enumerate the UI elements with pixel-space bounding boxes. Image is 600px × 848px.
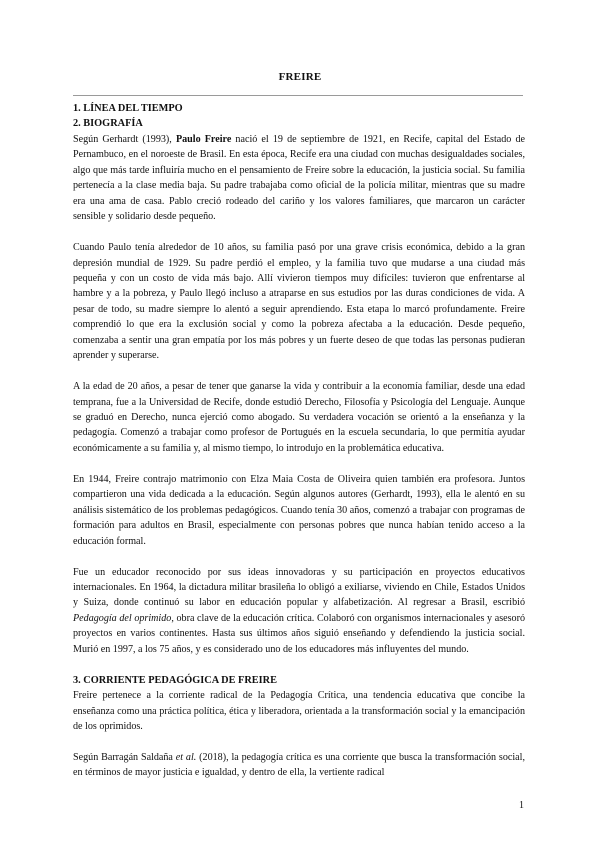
document-title: FREIRE [278,71,322,83]
paragraph-biography-3: A la edad de 20 años, a pesar de tener que ganarse la vida y contribuir a la economía familiar, desde una edad temprana, fue a la Universidad de Recife, donde estudió Derecho, Filosofía y Psicología del Lenguaje. Aunque se graduó en Derecho, nunca ejerció como abogado. Su verdadera vocación se orientó a la enseñanza y la pedagogía. Comenzó a trabajar como profesor de Portugués en la escuela secundaria, lo que permitía ayudar económicamente a su familia y, al mismo tiempo, lo introdujo en la problemática educativa. [73,381,525,454]
section-heading-pedagogical-current: 3. CORRIENTE PEDAGÓGICA DE FREIRE [73,674,277,686]
paragraph-text: (2018), la pedagogía crítica es una corriente que busca la transformación social, en términos de mayor justicia e igualdad, y dentro de ella, la vertiente radical [73,751,525,779]
paragraph-biography-4: En 1944, Freire contrajo matrimonio con Elza Maia Costa de Oliveira quien también era profesora. Juntos compartieron una vida dedicada a la educación. Según algunos autores (Gerhardt, 1993), ella le alentó en su análisis sistemático de los problemas pedagógicos. Cuando tenía 30 años, comenzó a trabajar con programas de formación para adultos en Brasil, especialmente con personas pobres que nunca habían tenido acceso a la educación formal. [73,473,525,547]
paragraph-current-2 [73,750,525,781]
paragraph-text: Según Barragán Saldaña [73,751,176,763]
paragraph-text: Fue un educador reconocido por sus ideas innovadoras y su participación en proyectos educativos internacionales. En 1964, la dictadura militar brasileña lo obligó a exiliarse, viviendo en Chile, Estados Unidos y Suiza, donde continuó su labor en educación popular y alfabetización. Al regresar a Brasil, escribió [73,566,525,609]
section-heading-timeline: 1. LÍNEA DEL TIEMPO [73,103,183,114]
paragraph-text: , obra clave de la educación crítica. Colaboró con organismos internacionales y asesoró proyectos en varios continentes. Hasta sus últimos años siguió enseñando y defendiendo la justicia social. Murió en 1997, a los 75 años, y es considerado uno de los educadores más influyentes del mundo. [73,612,526,655]
paragraph-text: Según Gerhardt (1993), [73,133,176,145]
paragraph-text: nació el 19 de septiembre de 1921, en Recife, capital del Estado de Pernambuco, en el noroeste de Brasil. En esta época, Recife era una ciudad con muchas desigualdades sociales, algo que más tarde influiría mucho en el pensamiento de Freire sobre la educación, la justicia social. Su familia pertenecía a la clase media baja. Su padre trabajaba como oficial de la policía militar, mientras que su madre era una ama de casa. Pablo creció rodeado del cariño y los valores familiares, que marcaron un carácter sensible y solidario desde pequeño. [73,133,525,223]
paragraph-biography-2: Cuando Paulo tenía alrededor de 10 años, su familia pasó por una grave crisis económica, debido a la gran depresión mundial de 1929. Su padre perdió el empleo, y la familia tuvo que mudarse a una ciudad más pequeña y con un costo de vida más bajo. Allí vivieron tiempos muy difíciles: tuvieron que enfrentarse al hambre y a la pobreza, y Paulo llegó incluso a atraparse en sus estudios por las duras condiciones de vida. A pesar de todo, su madre siempre lo alentó a seguir aprendiendo. Esta etapa lo marcó profundamente. Freire comprendió lo que era la exclusión social y como la pobreza afectaba a la educación. Desde pequeño, comenzaba a sentir una gran empatía por los más pobres y un fuerte deseo de que todas las personas pudieran aprender y superarse. [73,242,525,362]
section-heading-biography: 2. BIOGRAFÍA [73,118,143,130]
paragraph-current-1: Freire pertenece a la corriente radical de la Pedagogía Crítica, una tendencia educativa que concibe la enseñanza como una práctica política, ética y liberadora, orientada a la transformación social y la emancipación de los oprimidos. [73,690,525,733]
page-number: 1 [519,800,524,811]
title-divider [73,95,523,96]
person-name: Paulo Freire [175,133,232,145]
paragraph-biography-5 [73,565,525,658]
paragraph-biography-1 [73,132,525,225]
citation-etal: et al. [175,751,197,763]
document-body [73,101,525,781]
book-title: Pedagogía del oprimido [73,612,172,624]
